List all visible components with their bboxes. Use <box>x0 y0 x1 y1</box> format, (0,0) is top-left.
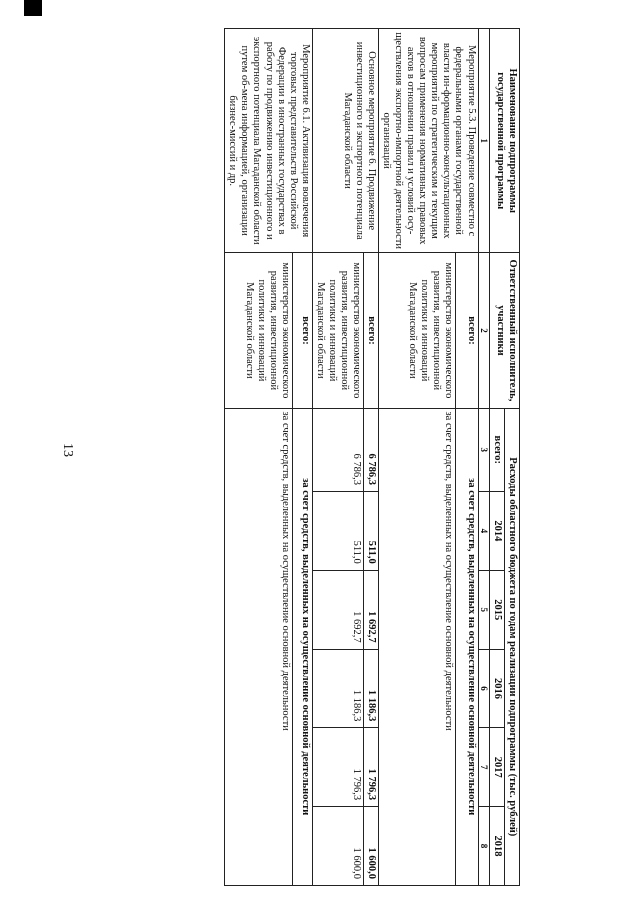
executor-cell: министерство экономического развития, инвестиционной политики и инноваций Магаданской области <box>312 253 363 408</box>
funding-note: за счет средств, выделенных на осуществление основной деятельности <box>292 408 312 885</box>
rotated-table-area <box>88 28 640 879</box>
funding-note: за счет средств, выделенных на осуществление основной деятельности <box>225 408 293 885</box>
scan-corner-mark <box>24 0 42 16</box>
year-value: 1 186,3 <box>312 649 363 728</box>
executor-cell: всего: <box>292 253 312 408</box>
table-row <box>292 29 312 886</box>
col-number: 8 <box>478 807 489 886</box>
col-number: 3 <box>478 408 489 492</box>
program-name-cell: Мероприятие 6.1. Активизация вовлечения торговых представительств Российской Федерации в иностранных государствах в работу по продвижению инвестиционного и экспортного потенциала Магаданской области путем об-мена информацией, организации бизнес-миссий и др. <box>225 29 312 253</box>
header-year: 2016 <box>489 649 504 728</box>
table-row <box>363 29 378 886</box>
header-year: 2017 <box>489 728 504 807</box>
year-value: 1 600,0 <box>363 807 378 886</box>
header-year: 2014 <box>489 492 504 571</box>
header-executor: Ответственный исполнитель, участники <box>489 253 519 408</box>
header-name: Наименование подпрограммы государственной программы <box>489 29 519 253</box>
col-number: 6 <box>478 649 489 728</box>
executor-cell: всего: <box>363 253 378 408</box>
col-number: 4 <box>478 492 489 571</box>
funding-note: за счет средств, выделенных на осуществление основной деятельности <box>379 408 456 885</box>
year-value: 1 600,0 <box>312 807 363 886</box>
col-number: 2 <box>478 253 489 408</box>
year-value: 1 186,3 <box>363 649 378 728</box>
page-number: 13 <box>60 443 75 457</box>
header-year: 2015 <box>489 570 504 649</box>
year-value: 1 692,7 <box>312 570 363 649</box>
year-value: 511,0 <box>363 492 378 571</box>
col-number: 1 <box>478 29 489 253</box>
col-number: 7 <box>478 728 489 807</box>
year-value: 511,0 <box>312 492 363 571</box>
col-number: 5 <box>478 570 489 649</box>
header-total: всего: <box>489 408 504 492</box>
year-value: 1 692,7 <box>363 570 378 649</box>
year-value: 1 796,3 <box>363 728 378 807</box>
landscape-sheet <box>88 28 520 886</box>
year-value: 1 796,3 <box>312 728 363 807</box>
table-row <box>455 29 478 886</box>
total-value: 6 786,3 <box>312 408 363 492</box>
budget-table <box>224 28 520 886</box>
program-name-cell: Мероприятие 5.3. Проведение совместно с федеральными органами государственной власти ин-формационно-консультационных мероприятий по стратегическим и текущим вопросам применения нормативных правовых актов в отношении правил и условий осу-ществления экспортно-импортной деятельности организаций <box>379 29 479 253</box>
total-value: 6 786,3 <box>363 408 378 492</box>
executor-cell: министерство экономического развития, инвестиционной политики и инноваций Магаданской области <box>379 253 456 408</box>
header-budget: Расходы областного бюджета по годам реализации подпрограммы (тыс. рублей) <box>504 408 519 885</box>
executor-cell: министерство экономического развития, инвестиционной политики и инноваций Магаданской области <box>225 253 293 408</box>
funding-note: за счет средств, выделенных на осуществление основной деятельности <box>455 408 478 885</box>
executor-cell: всего: <box>455 253 478 408</box>
program-name-cell: Основное мероприятие 6. Продвижение инвестиционного и экспортного потенциала Магаданской области <box>312 29 378 253</box>
header-year: 2018 <box>489 807 504 886</box>
